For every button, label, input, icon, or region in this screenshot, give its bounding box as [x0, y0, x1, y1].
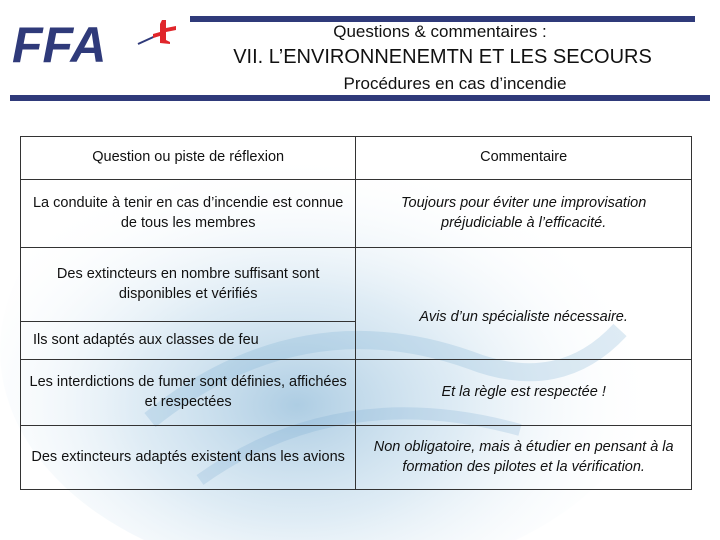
question-cell: Ils sont adaptés aux classes de feu [21, 322, 356, 360]
subtitle-questions: Questions & commentaires : [333, 22, 547, 41]
section-title: Procédures en cas d’incendie [343, 74, 567, 93]
question-cell: Les interdictions de fumer sont définies, affichées et respectées [21, 360, 356, 426]
table-row [21, 426, 692, 490]
bottom-rule [10, 95, 710, 101]
page-title: VII. L’ENVIRONNENEMTN ET LES SECOURS [233, 46, 652, 68]
table-row [21, 180, 692, 248]
header-comment: Commentaire [356, 137, 692, 180]
table-header-row [21, 137, 692, 180]
plane-icon [153, 20, 176, 44]
questions-table [20, 136, 692, 490]
header-question: Question ou piste de réflexion [21, 137, 356, 180]
ffa-logo-graphic [10, 12, 180, 72]
comment-cell: Avis d’un spécialiste nécessaire. [356, 248, 692, 360]
comment-cell: Non obligatoire, mais à étudier en pensant à la formation des pilotes et la vérification. [356, 426, 692, 490]
question-cell: Des extincteurs en nombre suffisant sont disponibles et vérifiés [21, 248, 356, 322]
ffa-logo [10, 12, 180, 72]
ffa-logo-text: FFA [12, 17, 107, 72]
question-cell: Des extincteurs adaptés existent dans les avions [21, 426, 356, 490]
table-row [21, 360, 692, 426]
table-row [21, 248, 692, 322]
question-cell: La conduite à tenir en cas d’incendie est connue de tous les membres [21, 180, 356, 248]
comment-cell: Et la règle est respectée ! [356, 360, 692, 426]
comment-cell: Toujours pour éviter une improvisation préjudiciable à l’efficacité. [356, 180, 692, 248]
